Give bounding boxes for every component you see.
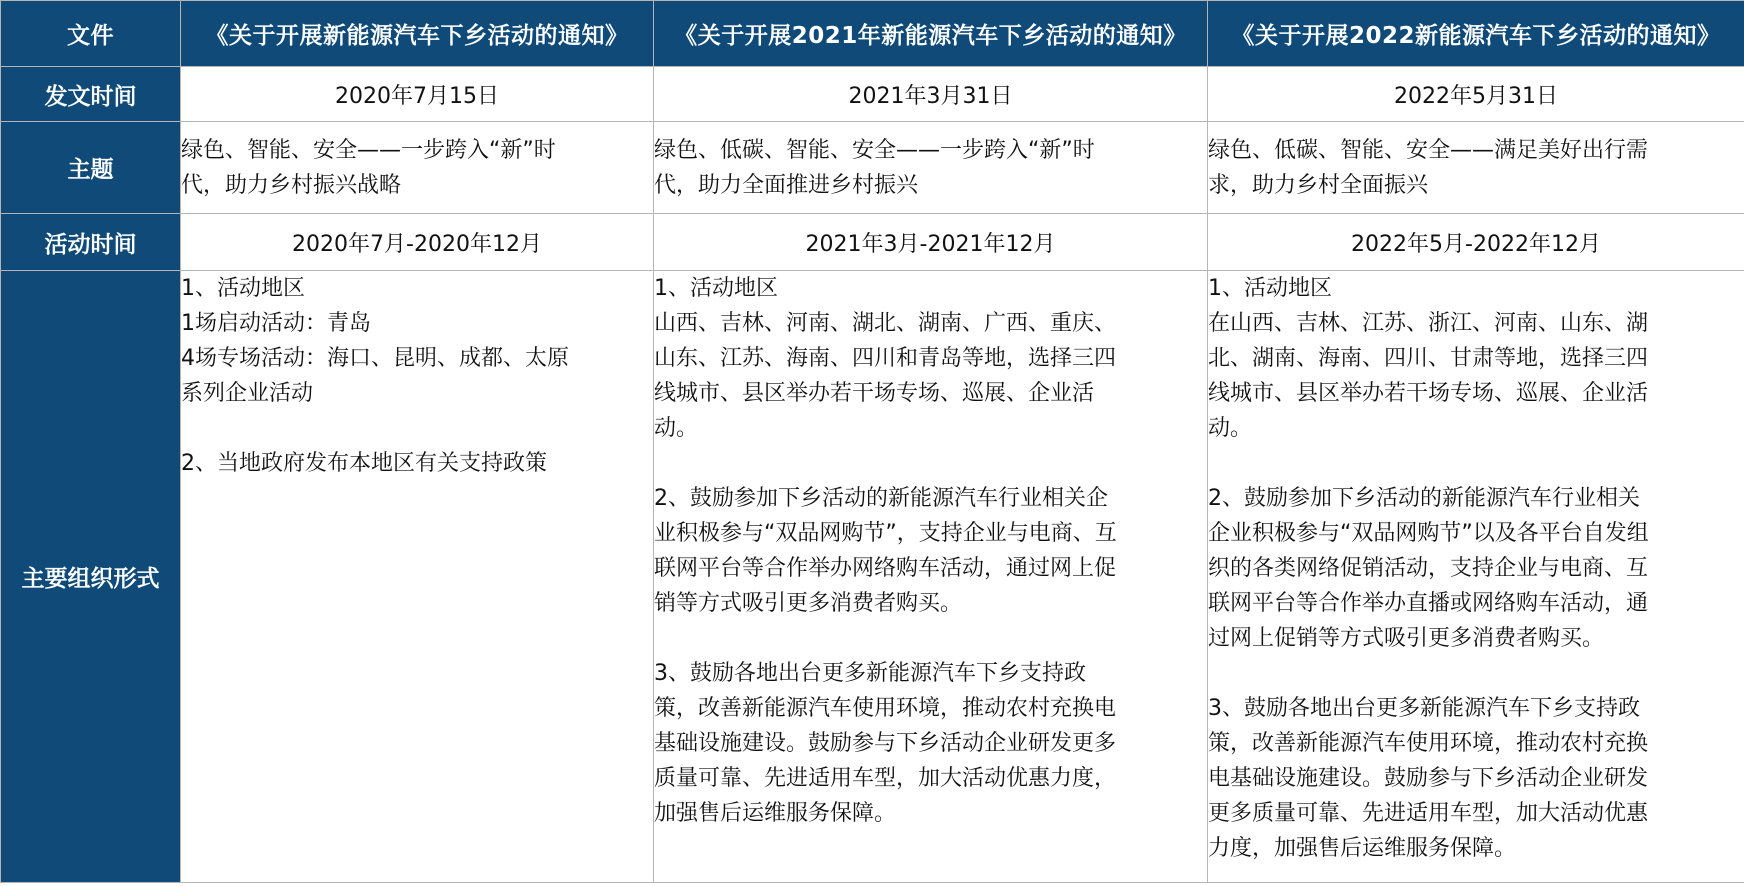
organization-line: 销等方式吸引更多消费者购买。 bbox=[654, 591, 963, 616]
organization-line: 质量可靠、先进适用车型，加大活动优惠力度， bbox=[654, 766, 1117, 791]
organization-line: 1、活动地区 bbox=[654, 276, 778, 301]
organization-paragraph bbox=[1208, 271, 1744, 446]
organization-line: 策，改善新能源汽车使用环境，推动农村充换 bbox=[1208, 731, 1649, 756]
organization-2022 bbox=[1208, 271, 1744, 883]
theme-2020-line: 代，助力乡村振兴战略 bbox=[181, 172, 402, 198]
issue-date-2022: 2022年5月31日 bbox=[1208, 67, 1744, 122]
organization-paragraph bbox=[181, 446, 653, 481]
organization-line: 4场专场活动：海口、昆明、成都、太原 bbox=[181, 346, 569, 371]
organization-line: 基础设施建设。鼓励参与下乡活动企业研发更多 bbox=[654, 731, 1117, 756]
issue-date-label: 发文时间 bbox=[1, 67, 181, 122]
organization-line: 2、当地政府发布本地区有关支持政策 bbox=[181, 451, 547, 476]
activity-period-label: 活动时间 bbox=[1, 214, 181, 271]
organization-line: 联网平台等合作举办网络购车活动，通过网上促 bbox=[654, 556, 1117, 581]
organization-paragraph bbox=[654, 271, 1207, 446]
organization-line: 山西、吉林、河南、湖北、湖南、广西、重庆、 bbox=[654, 311, 1117, 336]
organization-line: 北、湖南、海南、四川、甘肃等地，选择三四 bbox=[1208, 346, 1649, 371]
activity-period-2020: 2020年7月-2020年12月 bbox=[181, 214, 654, 271]
organization-line: 动。 bbox=[654, 416, 699, 441]
theme-2020-line: 绿色、智能、安全——一步跨入“新”时 bbox=[181, 137, 556, 163]
organization-2020 bbox=[181, 271, 654, 883]
organization-line: 策，改善新能源汽车使用环境，推动农村充换电 bbox=[654, 696, 1117, 721]
theme-2022 bbox=[1208, 122, 1744, 214]
organization-line: 线城市、县区举办若干场专场、巡展、企业活 bbox=[654, 381, 1095, 406]
organization-line: 1场启动活动：青岛 bbox=[181, 311, 371, 336]
theme-2022-line: 求，助力乡村全面振兴 bbox=[1208, 172, 1429, 198]
activity-period-row bbox=[1, 214, 1744, 271]
organization-paragraph bbox=[1208, 481, 1744, 656]
activity-period-2021: 2021年3月-2021年12月 bbox=[654, 214, 1208, 271]
organization-paragraph bbox=[1208, 691, 1744, 866]
issue-date-2021: 2021年3月31日 bbox=[654, 67, 1208, 122]
header-row bbox=[1, 1, 1744, 67]
organization-line: 过网上促销等方式吸引更多消费者购买。 bbox=[1208, 626, 1605, 651]
organization-paragraph bbox=[654, 656, 1207, 831]
theme-2022-line: 绿色、低碳、智能、安全——满足美好出行需 bbox=[1208, 137, 1649, 163]
header-label: 文件 bbox=[1, 1, 181, 67]
organization-line: 2、鼓励参加下乡活动的新能源汽车行业相关 bbox=[1208, 486, 1640, 511]
organization-label: 主要组织形式 bbox=[1, 271, 181, 883]
organization-line: 电基础设施建设。鼓励参与下乡活动企业研发 bbox=[1208, 766, 1649, 791]
organization-paragraph bbox=[654, 481, 1207, 621]
theme-2020 bbox=[181, 122, 654, 214]
organization-line: 企业积极参与“双品网购节”以及各平台自发组 bbox=[1208, 521, 1649, 546]
organization-line: 1、活动地区 bbox=[1208, 276, 1332, 301]
activity-period-2022: 2022年5月-2022年12月 bbox=[1208, 214, 1744, 271]
theme-label: 主题 bbox=[1, 122, 181, 214]
organization-2021 bbox=[654, 271, 1208, 883]
organization-line: 更多质量可靠、先进适用车型，加大活动优惠 bbox=[1208, 801, 1649, 826]
issue-date-2020: 2020年7月15日 bbox=[181, 67, 654, 122]
organization-line: 加强售后运维服务保障。 bbox=[654, 801, 897, 826]
organization-line: 力度，加强售后运维服务保障。 bbox=[1208, 836, 1517, 861]
organization-line: 业积极参与“双品网购节”，支持企业与电商、互 bbox=[654, 521, 1117, 546]
doc-title-2021: 《关于开展2021年新能源汽车下乡活动的通知》 bbox=[654, 1, 1208, 67]
theme-row bbox=[1, 122, 1744, 214]
organization-line: 2、鼓励参加下乡活动的新能源汽车行业相关企 bbox=[654, 486, 1108, 511]
theme-2021 bbox=[654, 122, 1208, 214]
organization-line: 动。 bbox=[1208, 416, 1253, 441]
organization-line: 织的各类网络促销活动，支持企业与电商、互 bbox=[1208, 556, 1649, 581]
organization-line: 山东、江苏、海南、四川和青岛等地，选择三四 bbox=[654, 346, 1117, 371]
doc-title-2020: 《关于开展新能源汽车下乡活动的通知》 bbox=[181, 1, 654, 67]
organization-line: 1、活动地区 bbox=[181, 276, 305, 301]
organization-paragraph bbox=[181, 271, 653, 411]
organization-line: 联网平台等合作举办直播或网络购车活动，通 bbox=[1208, 591, 1649, 616]
organization-row bbox=[1, 271, 1744, 883]
organization-line: 系列企业活动 bbox=[181, 381, 314, 406]
theme-2021-line: 绿色、低碳、智能、安全——一步跨入“新”时 bbox=[654, 137, 1095, 163]
organization-line: 3、鼓励各地出台更多新能源汽车下乡支持政 bbox=[1208, 696, 1640, 721]
organization-line: 在山西、吉林、江苏、浙江、河南、山东、湖 bbox=[1208, 311, 1649, 336]
organization-line: 线城市、县区举办若干场专场、巡展、企业活 bbox=[1208, 381, 1649, 406]
issue-date-row bbox=[1, 67, 1744, 122]
theme-2021-line: 代，助力全面推进乡村振兴 bbox=[654, 172, 919, 198]
doc-title-2022: 《关于开展2022新能源汽车下乡活动的通知》 bbox=[1208, 1, 1744, 67]
organization-line: 3、鼓励各地出台更多新能源汽车下乡支持政 bbox=[654, 661, 1086, 686]
